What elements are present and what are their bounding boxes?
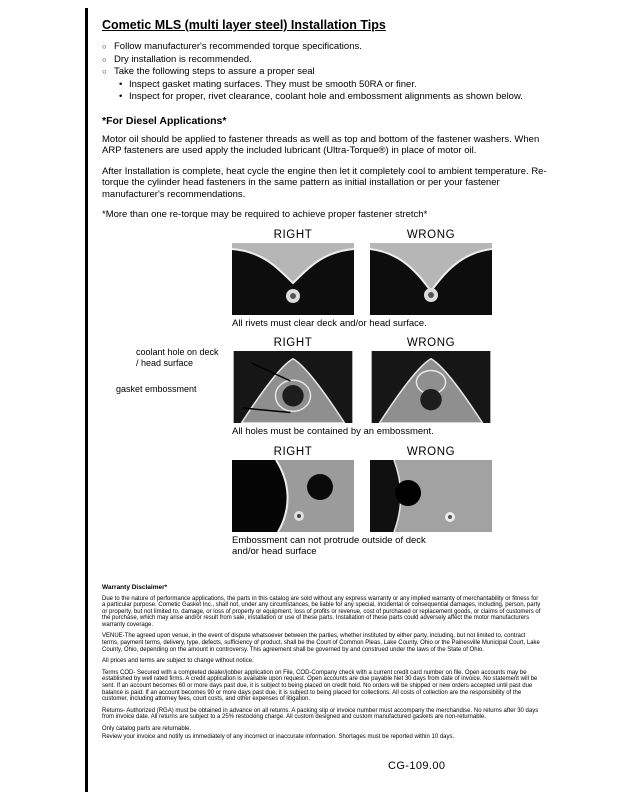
embossment-right-photo: [232, 460, 354, 532]
coolant-hole-icon: [420, 389, 441, 410]
warranty-paragraph: Review your invoice and notify us immediately of any incorrect or inaccurate information. Shortages must be reported within 10 days.: [102, 733, 455, 740]
figure-holes-caption: All holes must be contained by an embossment.: [232, 426, 434, 437]
figure-embossment-images: [232, 460, 492, 532]
warranty-paragraph: Terms COD- Secured with a completed dealer/jobber application on File, COD-Company check with a current credit card number on file. Open accounts may be established by well rated firms. A credit application is available upon request. Open accounts are due payable Net 30 days from date of invoice. No statement will be sent. If an account becomes 60 or more days past due, it is subject to being placed on credit hold. No orders will be shipped or new orders accepted until past due balance is paid. If an account becomes 90 or more days past due, it is subject to being placed for collections. All costs of collection are the responsibility of the customer, including attorney fees, court costs, and other expenses of litigation.: [102, 669, 538, 703]
tips-list: [102, 41, 574, 79]
warranty-paragraph: Due to the nature of performance applications, the parts in this catalog are sold without any express warranty or any implied warranty of merchantability or fitness for a particular purpose. Cometic Gasket Inc., shall not, under any circumstances, be liable for any special, incidental or consequential damages, including, person, party or property, but not limited to, damage, or loss of property or equipment, loss of profits or revenue, cost of purchased or replacement goods, or claims of customers of the purchase, which may arise and/or result from sale, installation or use of these parts. Installation of these parts could adversely affect the motor manufacturers warranty coverage.: [102, 595, 541, 628]
tip-item: ○ Follow manufacturer's recommended torque specifications.: [102, 41, 574, 54]
wrong-label: WRONG: [406, 228, 456, 241]
figure-embossment-caption: Embossment can not protrude outside of deck and/or head surface: [232, 534, 426, 557]
figure-rivets-images: [232, 243, 492, 315]
figure-embossment: [232, 446, 492, 558]
figure-holes-headers: [232, 337, 492, 349]
wrong-label: WRONG: [406, 445, 456, 458]
rivet-wrong-photo: [370, 243, 492, 315]
deck-hole-icon: [307, 474, 333, 500]
figure-embossment-headers: [232, 446, 492, 458]
deck-hole-icon: [395, 480, 421, 506]
tip-item: ○ Dry installation is recommended.: [102, 54, 574, 67]
page-title: Cometic MLS (multi layer steel) Installation Tips: [102, 18, 386, 32]
right-label: RIGHT: [273, 228, 313, 241]
warranty-heading: Warranty Disclaimer*: [102, 583, 168, 591]
coolant-hole-wrong-photo: [370, 351, 492, 423]
figure-rivets: [232, 229, 492, 330]
tip-subitem: • Inspect gasket mating surfaces. They must be smooth 50RA or finer.: [117, 79, 574, 92]
warranty-paragraph: All prices and terms are subject to change without notice.: [102, 658, 254, 665]
figure-rivets-caption: All rivets must clear deck and/or head surface.: [232, 317, 427, 329]
pointer-lines: [192, 351, 314, 423]
diesel-paragraph-1: Motor oil should be applied to fastener threads as well as top and bottom of the fastener washers. When ARP fasteners are used apply the included lubricant (Ultra-Torque®) in place of motor oil.: [102, 133, 540, 156]
tips-sublist: [117, 79, 574, 104]
wrong-label: WRONG: [406, 337, 456, 349]
left-edge-rule: [85, 8, 88, 792]
warranty-paragraph: Only catalog parts are returnable.: [102, 726, 192, 732]
page-content: [102, 18, 574, 745]
warranty-paragraph: VENUE-The agreed upon venue, in the event of dispute whatsoever between the parties, whether instituted by either party, including, but not limited to, contract terms, payment terms, delivery, type, defects, sufficiency of product, shall be the Court of Common Pleas, Lake County, Ohio or the Painesville Municipal Court, Lake County, Ohio, depending on the amount in controversy. This agreement shall be governed by and construed under the laws of the State of Ohio.: [102, 633, 540, 653]
right-label: RIGHT: [273, 445, 313, 458]
rivet-right-photo: [232, 243, 354, 315]
tip-item: ○ Take the following steps to assure a proper seal: [102, 66, 574, 79]
retorque-note: *More than one re-torque may be required to achieve proper fastener stretch*: [102, 209, 428, 220]
embossment-wrong-photo: [370, 460, 492, 532]
figure-holes-images: [116, 347, 492, 423]
diesel-paragraph-2: After Installation is complete, heat cycle the engine then let it completely cool to ambient temperature. Re-torque the cylinder head fasteners in the same pattern as initial installation or per your fastener manufacturer's recommendations.: [102, 165, 547, 200]
gasket-embossment-label: gasket embossment: [116, 384, 197, 394]
page-number: CG-109.00: [388, 760, 446, 772]
figure-rivets-headers: [232, 229, 492, 241]
figure-holes: [116, 337, 492, 438]
diesel-applications-heading: *For Diesel Applications*: [102, 114, 227, 127]
tip-subitem: • Inspect for proper, rivet clearance, coolant hole and embossment alignments as shown below.: [117, 91, 574, 104]
right-label: RIGHT: [273, 337, 313, 349]
warranty-section: [102, 584, 542, 741]
warranty-paragraph: Returns- Authorized (RGA) must be obtained in advance on all returns. A packing slip or invoice number must accompany the merchandise. No returns after 30 days from invoice date. All returns are subject to a 25% restocking charge. All custom designed and custom manufactured gaskets are non-returnable.: [102, 707, 539, 721]
coolant-hole-label: coolant hole on deck / head surface: [136, 347, 219, 368]
